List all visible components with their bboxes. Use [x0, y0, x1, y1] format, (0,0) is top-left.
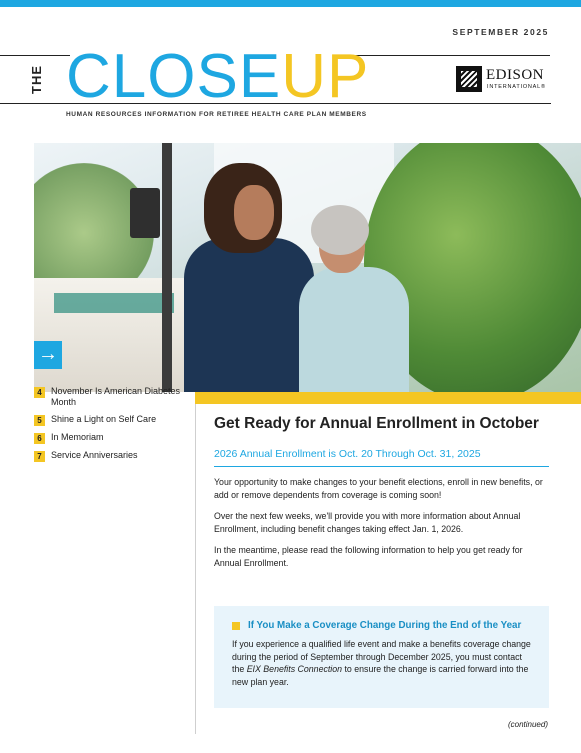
- column-divider: [195, 404, 196, 734]
- photo-caregiver-body: [184, 238, 314, 392]
- photo-senior: [299, 205, 409, 392]
- toc-page-number: 6: [34, 433, 45, 444]
- masthead-the-label: THE: [29, 65, 44, 94]
- photo-senior-hair: [311, 205, 369, 255]
- photo-traffic-light: [130, 188, 160, 238]
- toc-page-number: 7: [34, 451, 45, 462]
- article-paragraph: Over the next few weeks, we'll provide you with more information about Annual Enrollment, including benefit changes taking effect Jan. 1, 2026.: [214, 511, 521, 534]
- callout-text: [232, 638, 531, 688]
- article-accent-bar: [195, 392, 581, 404]
- main-article: [214, 414, 549, 569]
- article-paragraph: Your opportunity to make changes to your benefit elections, enroll in new benefits, or add or remove dependents from coverage is coming soon!: [214, 477, 543, 500]
- masthead-title: [66, 42, 370, 111]
- article-deck: 2026 Annual Enrollment is Oct. 20 Through Oct. 31, 2025: [214, 448, 549, 467]
- article-title: Get Ready for Annual Enrollment in October: [214, 415, 539, 432]
- toc-item[interactable]: [34, 432, 184, 444]
- edison-logo-icon: [456, 66, 482, 92]
- article-paragraph: In the meantime, please read the following information to help you get ready for Annual Enrollment.: [214, 545, 523, 568]
- masthead-subtitle: HUMAN RESOURCES INFORMATION FOR RETIREE HEALTH CARE PLAN MEMBERS: [66, 111, 367, 118]
- toc-label: Shine a Light on Self Care: [51, 414, 157, 424]
- masthead-close: CLOSE: [66, 42, 282, 111]
- toc-item[interactable]: [34, 450, 184, 462]
- continued-note: (continued): [507, 720, 548, 729]
- callout-title-text: If You Make a Coverage Change During the End of the Year: [248, 620, 522, 631]
- masthead-up: UP: [281, 42, 370, 111]
- toc-label: Service Anniversaries: [51, 450, 138, 460]
- issue-date: SEPTEMBER 2025: [452, 27, 549, 37]
- edison-logo-sub: INTERNATIONAL®: [487, 84, 546, 90]
- top-accent-bar: [0, 0, 581, 7]
- arrow-right-icon[interactable]: →: [34, 341, 62, 369]
- callout-text-after: to ensure the change is carried forward into the new plan year.: [232, 664, 529, 687]
- callout-title: [232, 620, 531, 631]
- toc-page-number: 5: [34, 415, 45, 426]
- hero-photo: [34, 143, 581, 392]
- photo-senior-body: [299, 267, 409, 392]
- toc-item[interactable]: [34, 386, 184, 408]
- callout-text-em: EIX Benefits Connection: [246, 664, 343, 674]
- toc-label: In Memoriam: [51, 432, 104, 442]
- photo-pole: [162, 143, 172, 392]
- edison-logo-word: EDISON: [486, 67, 544, 83]
- photo-building-stripe: [54, 293, 174, 313]
- photo-caregiver-face: [234, 185, 274, 240]
- masthead-rule-right-top: [340, 55, 550, 56]
- callout-text-before: If you experience a qualified life event and make a benefits coverage change during the period of September through December 2025, you must contact the: [232, 639, 531, 674]
- masthead-rule-left: [0, 55, 70, 56]
- edison-logo: [456, 66, 551, 94]
- toc-item[interactable]: [34, 414, 184, 426]
- toc-label: November Is American Diabetes Month: [51, 386, 181, 407]
- masthead-the: [20, 60, 60, 100]
- toc-page-number: 4: [34, 387, 45, 398]
- coverage-change-callout: [214, 606, 549, 708]
- callout-square-icon: [232, 622, 240, 630]
- table-of-contents: [34, 386, 184, 468]
